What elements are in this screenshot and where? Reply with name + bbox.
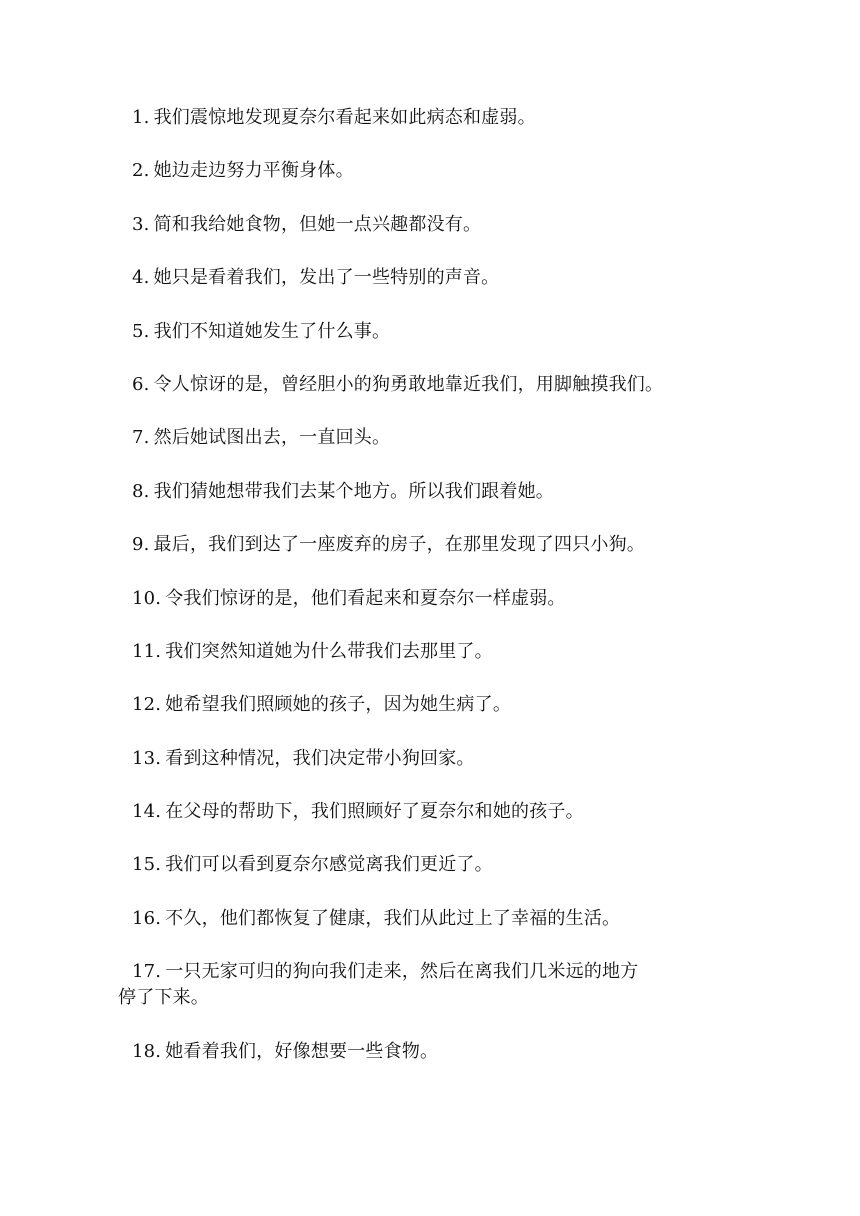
sentence-16 <box>132 906 732 932</box>
sentence-17 <box>118 959 732 1011</box>
sentence-number: 13. <box>132 747 162 769</box>
sentence-number: 7. <box>132 427 150 449</box>
sentence-number: 5. <box>132 320 150 342</box>
sentence-number: 1. <box>132 107 150 128</box>
sentence-8 <box>132 479 732 505</box>
sentence-text: 最后，我们到达了一座废弃的房子，在那里发现了四只小狗。 <box>153 534 645 556</box>
sentence-text: 我们突然知道她为什么带我们去那里了。 <box>165 640 493 662</box>
sentence-1 <box>132 105 732 131</box>
sentence-13 <box>132 746 732 772</box>
sentence-text: 然后她试图出去，一直回头。 <box>153 427 391 449</box>
sentence-15 <box>132 852 732 878</box>
sentence-text: 她看着我们，好像想要一些食物。 <box>165 1040 439 1062</box>
sentence-text: 我们可以看到夏奈尔感觉离我们更近了。 <box>165 854 493 876</box>
sentence-text: 在父母的帮助下，我们照顾好了夏奈尔和她的孩子。 <box>165 801 584 823</box>
sentence-text: 令人惊讶的是，曾经胆小的狗勇敢地靠近我们，用脚触摸我们。 <box>153 373 664 395</box>
sentence-10 <box>132 586 732 612</box>
sentence-number: 9. <box>132 534 150 556</box>
sentence-text: 我们不知道她发生了什么事。 <box>153 320 391 342</box>
sentence-number: 11. <box>132 640 162 662</box>
sentence-number: 18. <box>132 1040 162 1062</box>
sentence-number: 4. <box>132 267 150 289</box>
sentence-text: 她希望我们照顾她的孩子，因为她生病了。 <box>165 694 512 716</box>
sentence-12 <box>132 692 732 718</box>
sentence-text-continued: 停了下来。 <box>118 987 209 1009</box>
sentence-14 <box>132 799 732 825</box>
sentence-number: 6. <box>132 373 150 395</box>
sentence-2 <box>132 158 732 184</box>
sentence-text: 不久，他们都恢复了健康，我们从此过上了幸福的生活。 <box>165 907 621 929</box>
sentence-text: 我们震惊地发现夏奈尔看起来如此病态和虚弱。 <box>153 107 536 128</box>
sentence-text: 一只无家可归的狗向我们走来，然后在离我们几米远的地方 <box>165 961 639 983</box>
sentence-text: 我们猜她想带我们去某个地方。所以我们跟着她。 <box>153 480 554 502</box>
sentence-text: 简和我给她食物，但她一点兴趣都没有。 <box>153 213 482 235</box>
sentence-number: 3. <box>132 213 150 235</box>
sentence-text: 令我们惊讶的是，他们看起来和夏奈尔一样虚弱。 <box>165 587 566 609</box>
sentence-6 <box>132 372 732 398</box>
sentence-number: 8. <box>132 480 150 502</box>
sentence-number: 10. <box>132 587 162 609</box>
sentence-number: 12. <box>132 694 162 716</box>
sentence-number: 17. <box>132 961 162 983</box>
sentence-4 <box>132 265 732 291</box>
sentence-number: 2. <box>132 160 150 182</box>
sentence-text: 她边走边努力平衡身体。 <box>153 160 354 182</box>
sentence-11 <box>132 639 732 665</box>
sentence-number: 15. <box>132 854 162 876</box>
sentence-9 <box>132 532 732 558</box>
sentence-18 <box>132 1039 732 1065</box>
sentence-3 <box>132 212 732 238</box>
sentence-text: 看到这种情况，我们决定带小狗回家。 <box>165 747 475 769</box>
sentence-5 <box>132 319 732 345</box>
sentence-number: 14. <box>132 801 162 823</box>
sentence-list <box>118 105 732 1092</box>
sentence-text: 她只是看着我们，发出了一些特别的声音。 <box>153 267 500 289</box>
sentence-number: 16. <box>132 907 162 929</box>
sentence-7 <box>132 425 732 451</box>
